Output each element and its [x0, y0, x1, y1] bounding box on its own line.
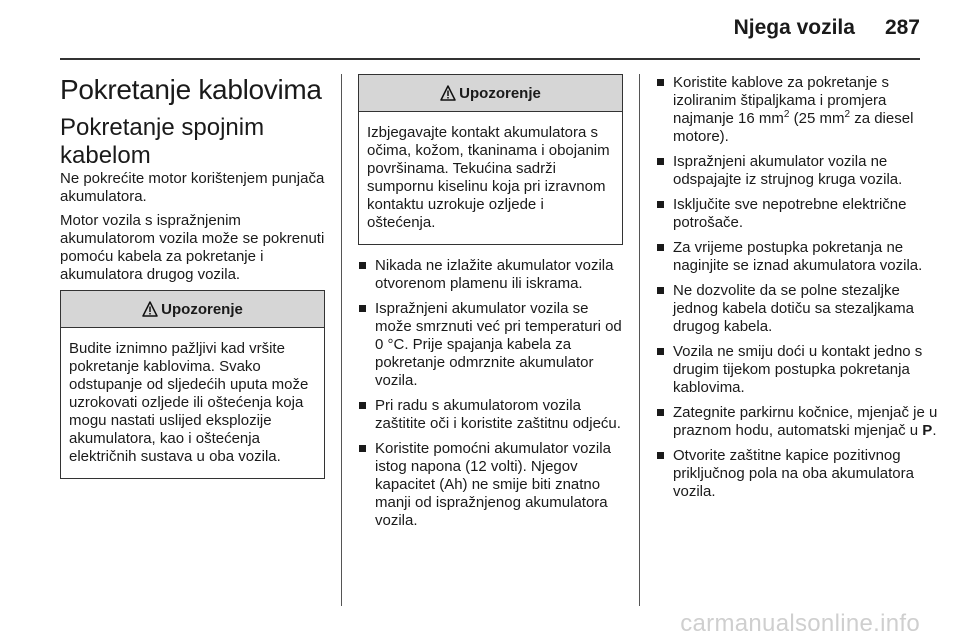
list-item: Isključite sve nepotrebne električne potrošače.	[656, 196, 946, 232]
list-item: Nikada ne izlažite akumulator vozila otvorenom plamenu ili iskrama.	[358, 257, 623, 293]
list-item: Za vrijeme postupka pokretanja ne naginjite se iznad akumulatora vozila.	[656, 239, 946, 275]
column-divider-2	[639, 74, 640, 606]
paragraph-2: Motor vozila s ispražnjenim akumulatorom vozila može se pokrenuti pomoću kabela za pokretanje i akumulatora drugog vozila.	[60, 212, 325, 283]
column-2	[358, 74, 623, 537]
bullet-square-icon	[657, 287, 664, 294]
warning-header	[61, 291, 324, 328]
list-item: Ispražnjeni akumulator vozila se može smrznuti već pri temperaturi od 0 °C. Prije spajanja kabela za pokretanje odmrznite akumulator vozila.	[358, 300, 623, 390]
column-divider-1	[341, 74, 342, 606]
bullet-square-icon	[657, 201, 664, 208]
warning-label: Upozorenje	[161, 300, 243, 318]
bullet-square-icon	[657, 409, 664, 416]
list-item: Ne dozvolite da se polne stezaljke jednog kabela dotiču sa stezaljkama drugog kabela.	[656, 282, 946, 336]
bullet-list-col3	[656, 74, 946, 501]
list-item: Zategnite parkirnu kočnice, mjenjač je u praznom hodu, automatski mjenjač u P.	[656, 404, 946, 440]
bullet-square-icon	[657, 158, 664, 165]
warning-header	[359, 75, 622, 112]
bullet-square-icon	[359, 305, 366, 312]
bullet-square-icon	[359, 445, 366, 452]
bullet-square-icon	[657, 79, 664, 86]
bullet-square-icon	[657, 244, 664, 251]
list-item: Ispražnjeni akumulator vozila ne odspajajte iz strujnog kruga vozila.	[656, 153, 946, 189]
warning-triangle-icon	[440, 85, 456, 101]
warning-label: Upozorenje	[459, 84, 541, 102]
list-item: Vozila ne smiju doći u kontakt jedno s drugim tijekom postupka pokretanja kablovima.	[656, 343, 946, 397]
section-title: Pokretanje kablovima	[60, 74, 322, 105]
warning-triangle-icon	[142, 301, 158, 317]
warning-box-1	[60, 290, 325, 479]
list-item: Koristite pomoćni akumulator vozila istog napona (12 volti). Njegov kapacitet (Ah) ne smije biti znatno manji od ispražnjenog akumulatora vozila.	[358, 440, 623, 530]
page-header	[60, 16, 920, 52]
column-1	[60, 74, 325, 479]
bullet-square-icon	[657, 452, 664, 459]
bullet-square-icon	[657, 348, 664, 355]
header-title: Njega vozila	[733, 16, 855, 39]
warning-text: Izbjegavajte kontakt akumulatora s očima, kožom, tkaninama i obojanim površinama. Tekućina sadrži sumpornu kiselinu koja pri izravnom kontaktu uzrokuje ozljede i oštećenja.	[367, 124, 610, 231]
page-number: 287	[884, 16, 920, 39]
bullet-square-icon	[359, 402, 366, 409]
column-3	[656, 74, 946, 508]
subsection-title: Pokretanje spojnim kabelom	[60, 114, 265, 169]
watermark: carmanualsonline.info	[680, 610, 920, 637]
list-item: Otvorite zaštitne kapice pozitivnog priključnog pola na oba akumulatora vozila.	[656, 447, 946, 501]
list-item: Koristite kablove za pokretanje s izoliranim štipaljkama i promjera najmanje 16 $mm^2$ (25 $mm^2$ za diesel motore).	[656, 74, 946, 146]
bullet-list-col2	[358, 257, 623, 530]
list-item: Pri radu s akumulatorom vozila zaštitite oči i koristite zaštitnu odjeću.	[358, 397, 623, 433]
header-rule	[60, 58, 920, 60]
bullet-square-icon	[359, 262, 366, 269]
warning-text: Budite iznimno pažljivi kad vršite pokretanje kablovima. Svako odstupanje od sljedećih uputa može uzrokovati ozljede ili oštećenja koja mogu nastati uslijed eksplozije akumulatora, kao i oštećenja električnih sustava u oba vozila.	[69, 340, 309, 465]
warning-box-2	[358, 74, 623, 245]
paragraph-1: Ne pokrećite motor korištenjem punjača akumulatora.	[60, 170, 325, 205]
